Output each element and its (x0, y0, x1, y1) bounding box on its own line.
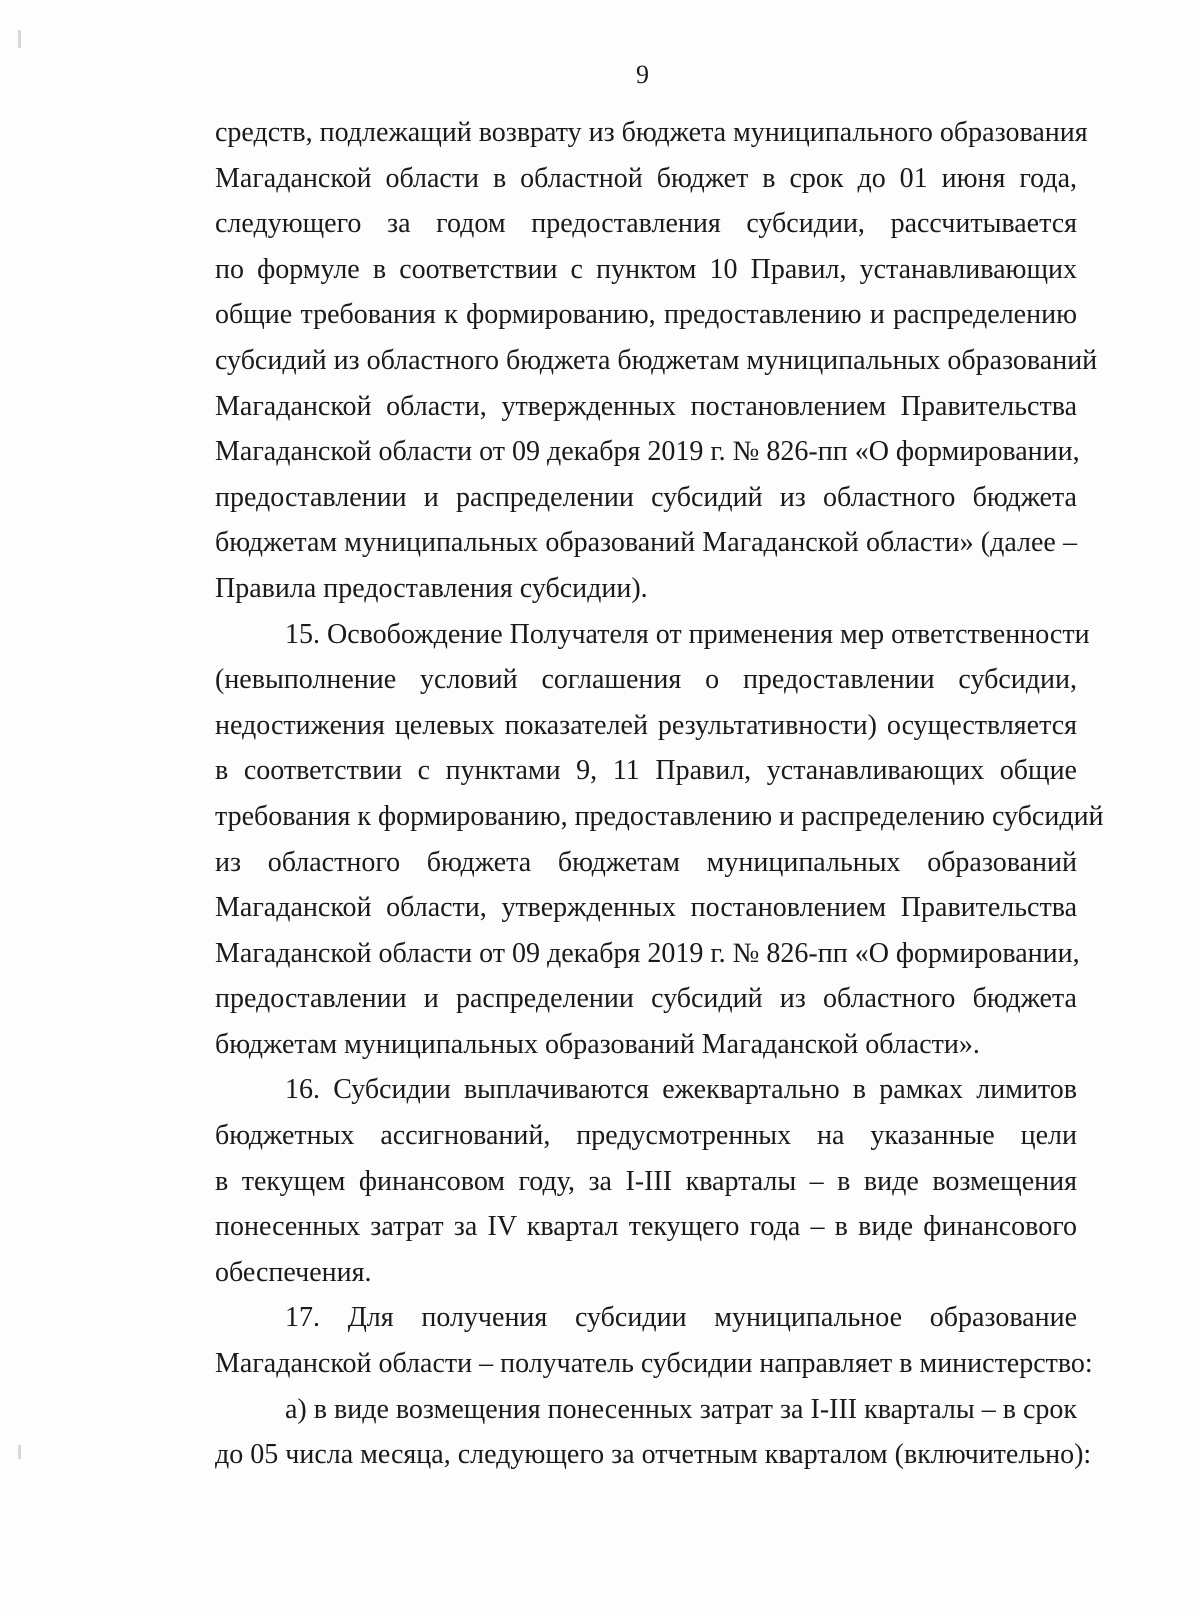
text-line: (невыполнение условий соглашения о предоставлении субсидии, (215, 664, 1077, 696)
text-line: а) в виде возмещения понесенных затрат за I-III кварталы – в срок (285, 1393, 1077, 1425)
paragraph-17 (215, 1295, 1093, 1386)
text-line: 15. Освобождение Получателя от применения мер ответственности (285, 618, 1090, 650)
text-line: понесенных затрат за IV квартал текущего года – в виде финансового (215, 1211, 1077, 1243)
text-line: предоставлении и распределении субсидий из областного бюджета (215, 983, 1077, 1015)
paragraph-17-item-a (215, 1387, 1092, 1478)
text-line: общие требования к формированию, предоставлению и распределению (215, 299, 1077, 331)
document-body (215, 110, 1104, 1478)
text-line: до 05 числа месяца, следующего за отчетным кварталом (включительно): (215, 1439, 1092, 1471)
page-number: 9 (636, 60, 649, 89)
text-line: Магаданской области от 09 декабря 2019 г. № 826-пп «О формировании, (215, 436, 1080, 468)
text-line: Магаданской области от 09 декабря 2019 г. № 826-пп «О формировании, (215, 937, 1080, 969)
text-line: Магаданской области – получатель субсидии направляет в министерство: (215, 1348, 1093, 1380)
scan-edge-mark (18, 30, 21, 48)
text-line: Правила предоставления субсидии). (215, 572, 648, 604)
text-line: 16. Субсидии выплачиваются ежеквартально в рамках лимитов (285, 1074, 1077, 1106)
scan-edge-mark (18, 1445, 21, 1459)
text-line: бюджетам муниципальных образований Магаданской области». (215, 1028, 980, 1060)
text-line: Магаданской области, утвержденных постановлением Правительства (215, 892, 1077, 924)
text-line: 17. Для получения субсидии муниципальное образование (285, 1302, 1077, 1334)
text-line: Магаданской области в областной бюджет в срок до 01 июня года, (215, 162, 1077, 194)
paragraph-16 (215, 1067, 1077, 1295)
text-line: по формуле в соответствии с пунктом 10 Правил, устанавливающих (215, 253, 1077, 285)
text-line: средств, подлежащий возврату из бюджета муниципального образования (215, 117, 1088, 148)
text-line: Магаданской области, утвержденных постановлением Правительства (215, 390, 1077, 422)
text-line: недостижения целевых показателей результативности) осуществляется (215, 709, 1077, 741)
text-line: из областного бюджета бюджетам муниципальных образований (215, 846, 1077, 878)
text-line: обеспечения. (215, 1256, 372, 1288)
paragraph-continuation (215, 110, 1098, 612)
text-line: следующего за годом предоставления субсидии, рассчитывается (215, 208, 1077, 240)
text-line: в текущем финансовом году, за I-III кварталы – в виде возмещения (215, 1165, 1077, 1197)
text-line: в соответствии с пунктами 9, 11 Правил, устанавливающих общие (215, 755, 1077, 787)
paragraph-15 (215, 612, 1104, 1068)
text-line: бюджетам муниципальных образований Магаданской области» (далее – (215, 527, 1077, 559)
text-line: требования к формированию, предоставлению и распределению субсидий (215, 800, 1104, 832)
text-line: предоставлении и распределении субсидий из областного бюджета (215, 481, 1077, 513)
text-line: субсидий из областного бюджета бюджетам муниципальных образований (215, 344, 1098, 376)
text-line: бюджетных ассигнований, предусмотренных на указанные цели (215, 1120, 1077, 1152)
